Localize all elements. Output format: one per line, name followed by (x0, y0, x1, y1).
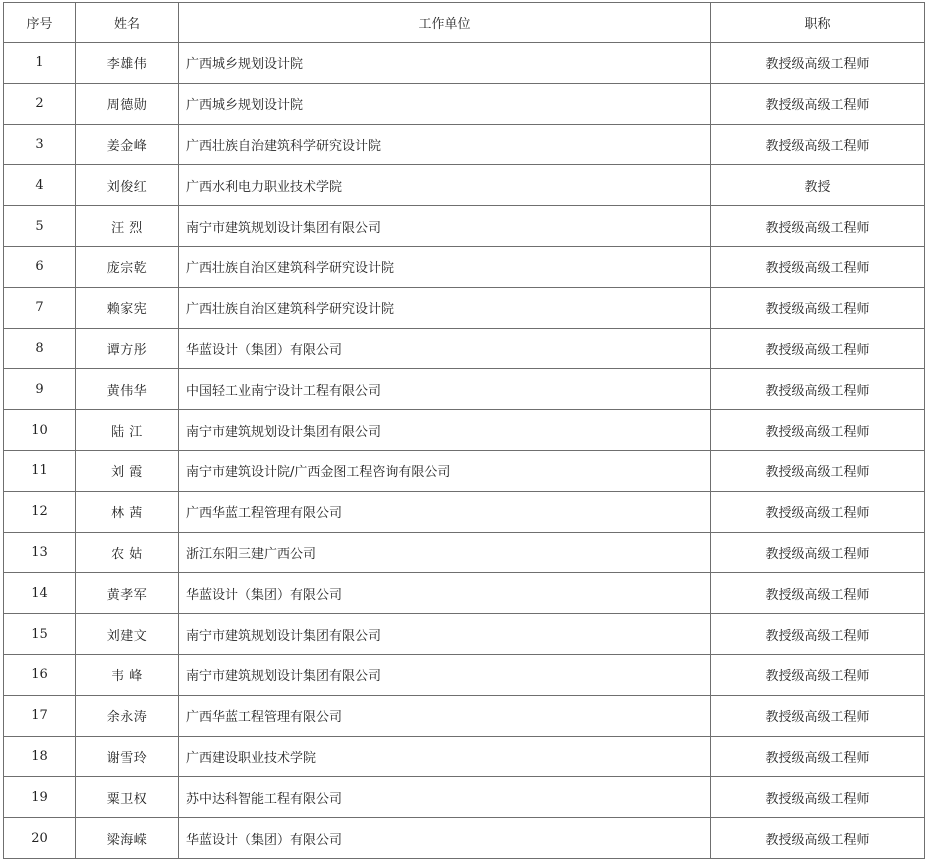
cell-org: 广西壮族自治区建筑科学研究设计院 (179, 287, 711, 328)
cell-name: 刘建文 (76, 614, 179, 655)
cell-title: 教授级高级工程师 (711, 450, 925, 491)
table-row (4, 573, 925, 614)
table-row (4, 328, 925, 369)
table-row (4, 124, 925, 165)
cell-org: 华蓝设计（集团）有限公司 (179, 573, 711, 614)
cell-org: 广西城乡规划设计院 (179, 83, 711, 124)
cell-seq: 5 (4, 206, 76, 247)
cell-title: 教授级高级工程师 (711, 124, 925, 165)
cell-title: 教授级高级工程师 (711, 736, 925, 777)
cell-title: 教授级高级工程师 (711, 287, 925, 328)
cell-name: 谢雪玲 (76, 736, 179, 777)
cell-org: 苏中达科智能工程有限公司 (179, 777, 711, 818)
cell-seq: 9 (4, 369, 76, 410)
cell-name: 汪 烈 (76, 206, 179, 247)
expert-table (3, 2, 925, 859)
cell-title: 教授 (711, 165, 925, 206)
cell-seq: 7 (4, 287, 76, 328)
table-row (4, 654, 925, 695)
cell-seq: 8 (4, 328, 76, 369)
cell-seq: 15 (4, 614, 76, 655)
table-row (4, 450, 925, 491)
cell-title: 教授级高级工程师 (711, 369, 925, 410)
cell-title: 教授级高级工程师 (711, 532, 925, 573)
table-row (4, 246, 925, 287)
table-row (4, 43, 925, 84)
cell-seq: 1 (4, 43, 76, 84)
cell-title: 教授级高级工程师 (711, 328, 925, 369)
cell-name: 黄伟华 (76, 369, 179, 410)
cell-name: 黄孝军 (76, 573, 179, 614)
table-row (4, 287, 925, 328)
cell-title: 教授级高级工程师 (711, 246, 925, 287)
cell-org: 浙江东阳三建广西公司 (179, 532, 711, 573)
cell-name: 梁海嵘 (76, 818, 179, 859)
cell-org: 广西壮族自治区建筑科学研究设计院 (179, 246, 711, 287)
table-row (4, 736, 925, 777)
cell-name: 刘俊红 (76, 165, 179, 206)
expert-table-container (3, 2, 924, 859)
cell-title: 教授级高级工程师 (711, 614, 925, 655)
header-seq: 序号 (4, 3, 76, 43)
cell-org: 广西华蓝工程管理有限公司 (179, 695, 711, 736)
cell-seq: 11 (4, 450, 76, 491)
table-row (4, 777, 925, 818)
cell-name: 粟卫权 (76, 777, 179, 818)
cell-name: 庞宗乾 (76, 246, 179, 287)
cell-org: 广西壮族自治建筑科学研究设计院 (179, 124, 711, 165)
cell-seq: 19 (4, 777, 76, 818)
cell-seq: 3 (4, 124, 76, 165)
cell-title: 教授级高级工程师 (711, 206, 925, 247)
cell-name: 农 姑 (76, 532, 179, 573)
cell-org: 南宁市建筑规划设计集团有限公司 (179, 654, 711, 695)
table-row (4, 818, 925, 859)
cell-seq: 16 (4, 654, 76, 695)
cell-title: 教授级高级工程师 (711, 573, 925, 614)
cell-org: 广西华蓝工程管理有限公司 (179, 491, 711, 532)
cell-name: 韦 峰 (76, 654, 179, 695)
cell-title: 教授级高级工程师 (711, 410, 925, 451)
cell-name: 余永涛 (76, 695, 179, 736)
cell-org: 南宁市建筑规划设计集团有限公司 (179, 206, 711, 247)
cell-seq: 10 (4, 410, 76, 451)
cell-seq: 18 (4, 736, 76, 777)
header-name: 姓名 (76, 3, 179, 43)
cell-name: 林 茜 (76, 491, 179, 532)
table-row (4, 83, 925, 124)
table-body (4, 43, 925, 859)
cell-org: 华蓝设计（集团）有限公司 (179, 328, 711, 369)
cell-seq: 4 (4, 165, 76, 206)
cell-title: 教授级高级工程师 (711, 491, 925, 532)
cell-name: 赖家宪 (76, 287, 179, 328)
cell-title: 教授级高级工程师 (711, 654, 925, 695)
table-row (4, 206, 925, 247)
cell-title: 教授级高级工程师 (711, 777, 925, 818)
cell-org: 中国轻工业南宁设计工程有限公司 (179, 369, 711, 410)
cell-name: 周德勋 (76, 83, 179, 124)
header-org: 工作单位 (179, 3, 711, 43)
cell-seq: 14 (4, 573, 76, 614)
cell-name: 谭方彤 (76, 328, 179, 369)
cell-title: 教授级高级工程师 (711, 83, 925, 124)
cell-title: 教授级高级工程师 (711, 818, 925, 859)
table-row (4, 491, 925, 532)
cell-title: 教授级高级工程师 (711, 43, 925, 84)
cell-org: 华蓝设计（集团）有限公司 (179, 818, 711, 859)
table-header (4, 3, 925, 43)
cell-seq: 6 (4, 246, 76, 287)
cell-seq: 13 (4, 532, 76, 573)
cell-title: 教授级高级工程师 (711, 695, 925, 736)
cell-seq: 2 (4, 83, 76, 124)
table-row (4, 410, 925, 451)
cell-org: 广西水利电力职业技术学院 (179, 165, 711, 206)
cell-name: 陆 江 (76, 410, 179, 451)
cell-seq: 20 (4, 818, 76, 859)
cell-org: 广西建设职业技术学院 (179, 736, 711, 777)
cell-org: 广西城乡规划设计院 (179, 43, 711, 84)
table-row (4, 695, 925, 736)
header-title: 职称 (711, 3, 925, 43)
cell-name: 李雄伟 (76, 43, 179, 84)
header-row (4, 3, 925, 43)
table-row (4, 165, 925, 206)
cell-name: 姜金峰 (76, 124, 179, 165)
cell-org: 南宁市建筑规划设计集团有限公司 (179, 614, 711, 655)
table-row (4, 532, 925, 573)
cell-org: 南宁市建筑规划设计集团有限公司 (179, 410, 711, 451)
cell-name: 刘 霞 (76, 450, 179, 491)
cell-seq: 17 (4, 695, 76, 736)
cell-org: 南宁市建筑设计院/广西金图工程咨询有限公司 (179, 450, 711, 491)
cell-seq: 12 (4, 491, 76, 532)
table-row (4, 614, 925, 655)
table-row (4, 369, 925, 410)
